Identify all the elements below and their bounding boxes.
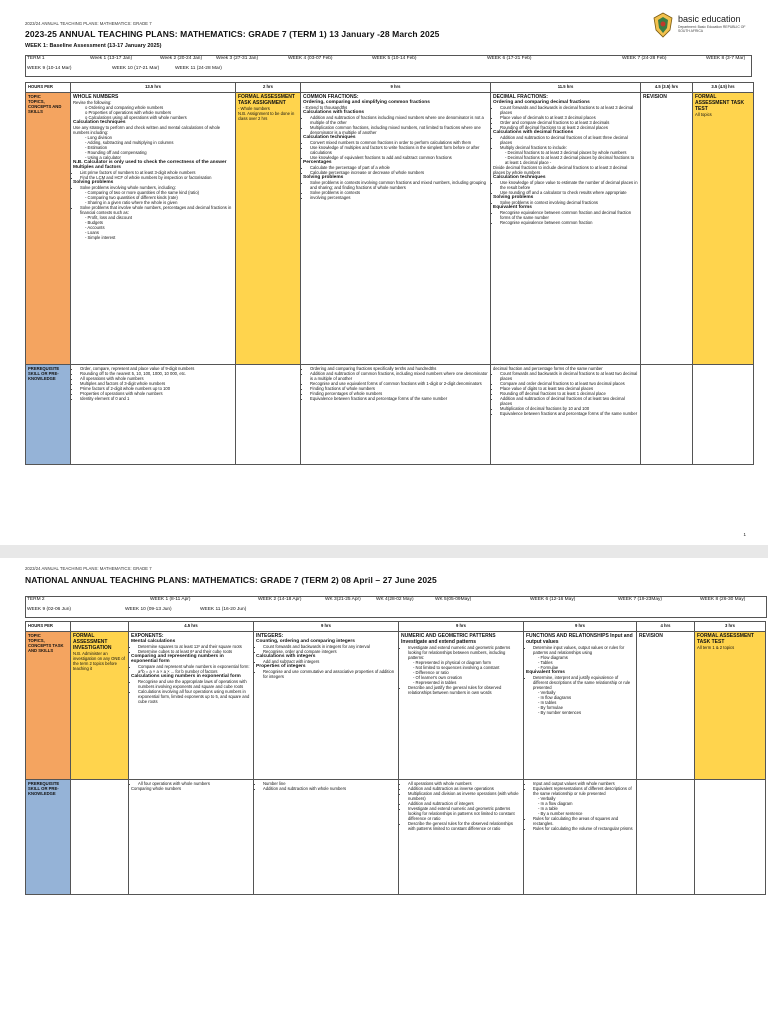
list-item: • Solve problems in contexts involving common fractions and mixed numbers, including grouping and sharing; and finding fractions of whole numbers [310, 180, 488, 190]
topic-title: EXPONENTS: [131, 633, 164, 639]
list-item: • Count forwards and backwards in decimal fractions to at least two decimal places [500, 371, 638, 381]
assignment-prereq [236, 365, 301, 465]
list-item: • Determine input values, output values or rules for patterns and relationships using [533, 645, 634, 655]
text-line: - Decimal fractions to at least 2 decimal places by decimal fractions to at least 1 decimal place - [505, 155, 635, 165]
text-line: - By a number sentence [538, 811, 583, 816]
topic-title: FORMAL ASSESSMENT INVESTIGATION [73, 633, 112, 651]
list-item: • Use rounding off and a calculator to check results where appropriate [500, 190, 638, 195]
list-item: • Recognise and use commutative and associative properties of addition for integers [263, 669, 396, 679]
section-heading: Comparing and representing numbers in exponential form [131, 654, 224, 664]
list-item: • All operations with whole numbers [408, 781, 521, 786]
text-line: - Estimation [85, 145, 108, 150]
list-item: • Addition and subtraction of decimal fractions of at least two decimal places [500, 396, 638, 406]
hours-cell: 9 hrs [399, 622, 524, 632]
week-label: WEEK 11 (24-28 Mar) [175, 66, 222, 71]
section-heading: Calculation techniques [493, 175, 546, 180]
hours-cell [71, 622, 129, 632]
test-cell [695, 632, 766, 780]
list-item: • Investigate and extend numeric and geometric patterns looking for relationships in patterns not limited to constant difference or ratio [408, 806, 521, 821]
section-heading: Calculations using numbers in exponential form [131, 674, 241, 679]
term-label: TERM 1 [27, 56, 45, 61]
section-heading: Multiples and factors [73, 165, 121, 170]
week-label: Week 2 (20-24 Jan) [160, 56, 203, 61]
text-line: - Extend to thousandths [303, 105, 348, 110]
list-item: • Order and compare decimal fractions to at least 3 decimals [500, 120, 638, 125]
text-line: - Decimal fractions to at least 3 decimal places by whole numbers [505, 150, 627, 155]
text-line: - Verbally [538, 690, 556, 695]
text-line: - By formulae [538, 705, 563, 710]
decimal-fractions-cell [491, 93, 641, 365]
text-line: - Of learner's own creation [413, 675, 462, 680]
list-item: • Input and output values with whole numbers [533, 781, 634, 786]
text-line: All topics [695, 112, 712, 117]
list-item: • Use knowledge of place value to estimate the number of decimal places in the result before [500, 180, 638, 190]
list-item: • Equivalence between fractions and percentage forms of the same number [500, 411, 638, 416]
text-line: N.B. Administer an investigation on any ONE of the term 2 topics before teaching it [73, 651, 125, 671]
section-heading: Properties of integers [256, 664, 306, 669]
list-item: • Rounding off decimal fractions to at least 2 decimal places [500, 125, 638, 130]
list-item: • Multiplication and division as inverse operations (with whole numbers) [408, 791, 521, 801]
list-item: • Determine cubes to at least 6³ and their cube roots [138, 649, 251, 654]
section-heading: Ordering and comparing decimal fractions [493, 100, 590, 105]
week-label: WEEK 11 (16-20 Jun) [200, 607, 247, 612]
functions-prereq [524, 780, 637, 895]
list-item: • Add and subtract with integers [263, 659, 396, 664]
text-line: - Represented in tables [413, 680, 457, 685]
integers-prereq [254, 780, 399, 895]
list-item: • Use knowledge of equivalent fractions to add and subtract common fractions [310, 155, 488, 160]
text-line: - Tables [538, 660, 553, 665]
list-item: • involving percentages [310, 195, 488, 200]
page-2 [0, 558, 768, 1024]
page-number: 1 [743, 532, 746, 537]
hours-cell: 9 hrs [301, 83, 491, 93]
list-item: • Rounding off decimal fractions to at least 1 decimal place [500, 391, 638, 396]
list-item: • Solve problems involving whole numbers, including: [80, 185, 233, 190]
section-heading: Solving problems [303, 175, 344, 180]
topic-title: REVISION [639, 633, 663, 639]
fractions-prereq [301, 365, 491, 465]
week-label: WEEK 10 (17-21 Mar) [112, 66, 160, 71]
section-heading: Calculation techniques [303, 135, 356, 140]
text-line: - By number sentences [538, 710, 582, 715]
topics-label-cell [26, 632, 71, 780]
list-item: • Describe and justify the general rules for observed relationships between numbers in own words [408, 685, 521, 695]
list-item: • Equivalence between fractions and percentage forms of the same number [310, 396, 488, 401]
common-fractions-cell [301, 93, 491, 365]
week-label: Week 1 (13-17 Jan) [90, 56, 133, 61]
list-item: • Multiplication common fractions, including mixed numbers, not limited to fractions where one denominator is a multiple of another [310, 125, 488, 135]
section-heading: Solving problems [73, 180, 114, 185]
text-line: N.B. Assignment to be done in class over 2 hrs [238, 111, 295, 121]
section-heading: Mental calculations [131, 639, 176, 644]
list-item: • Multiples and factors of 3-digit whole numbers [80, 381, 233, 386]
text-line: - Formulae [538, 665, 559, 670]
hours-row [26, 622, 766, 632]
exponents-prereq [129, 780, 254, 895]
hours-cell: 3.5 (4.5) hrs [693, 83, 754, 93]
coat-of-arms-icon [652, 12, 674, 38]
list-item: • Multiply decimal fractions to include: [500, 145, 638, 150]
prereq-row [26, 780, 766, 895]
text-line: - Comparing of two or more quantities of the same kind (ratio) [85, 190, 200, 195]
note: N.B. Calculator is only used to check the correctness of the answer [73, 160, 227, 165]
text-line: o Properties of operations with whole numbers [85, 110, 172, 115]
list-item: • Compare and order decimal fractions to at least two decimal places [500, 381, 638, 386]
topic-title: INTEGERS: [256, 633, 284, 639]
text-line: - Difference or ratio [413, 670, 449, 675]
text-line: - Long division [85, 135, 113, 140]
running-header: 2023/24 ANNUAL TEACHING PLANS: MATHEMATICS: GRADE 7 [25, 21, 152, 26]
topics-label: TOPICS, CONCEPTS TASK AND SKILLS [28, 638, 64, 653]
logo-subtext: Department: Basic Education REPUBLIC OF SOUTH AFRICA [678, 25, 746, 33]
decimals-prereq [491, 365, 641, 465]
text-line: Comparing whole numbers [131, 786, 182, 791]
week-label: WEEK 2 (14-18 Apr) [258, 597, 302, 602]
term2-plan-table [25, 621, 766, 895]
prereq-row [26, 365, 754, 465]
topics-row [26, 632, 766, 780]
topic-title: REVISION [643, 94, 667, 100]
text-line: o Ordering and comparing whole numbers [85, 105, 164, 110]
list-item: • Addition and subtraction of common fractions, including mixed numbers where one denominator is a multiple of another [310, 371, 488, 381]
list-item: • Count forwards and backwards in decimal fractions to at least 3 decimal places [500, 105, 638, 115]
section-heading: Ordering, comparing and simplifying common fractions [303, 100, 430, 105]
topic-top-label: TOPIC [28, 633, 41, 638]
section-heading: Counting, ordering and comparing integers [256, 639, 355, 644]
text-line: All term 1 & 2 topics [697, 645, 735, 650]
week-label: WK 5(05-09May) [435, 597, 472, 602]
topic-title: FORMAL ASSESSMENT TASK TEST [695, 94, 745, 112]
text-line: - Accounts [85, 225, 105, 230]
topic-title: FORMAL ASSESSMENT TASK TEST [697, 633, 754, 645]
list-item: • Recognise and use the appropriate laws of operations with numbers involving exponents and square and cube roots [138, 679, 251, 689]
week-label: Week 3 (27-31 Jan) [216, 56, 259, 61]
list-item: • Investigate and extend numeric and geometric patterns looking for relationships between numbers, including patterns: [408, 645, 521, 660]
text-line: Revise the following: [73, 100, 112, 105]
topic-title: NUMERIC AND GEOMETRIC PATTERNS Investigate and extend patterns [401, 633, 496, 645]
text-line: - Rounding off and compensating [85, 150, 147, 155]
topic-top-label: TOPIC [28, 94, 41, 99]
week-label: WEEK 6 (17-21 Feb) [487, 56, 532, 61]
list-item: • Addition and subtraction as inverse operations [408, 786, 521, 791]
text-line: - Comparing two quantities of different kinds (rate) [85, 195, 178, 200]
week-label: WEEK 10 (09-13 Jun) [125, 607, 172, 612]
term-label: TERM 2 [27, 597, 45, 602]
list-item: • Compare and represent whole numbers in exponential form: a^b = a × a × a × ... for b number of factors [138, 664, 251, 674]
list-item: • Finding fractions of whole numbers [310, 386, 488, 391]
text-line: - In a table [538, 806, 558, 811]
term1-plan-table [25, 82, 754, 465]
week-label: WEEK 4 (03-07 Feb) [288, 56, 333, 61]
list-item: • Number line [263, 781, 396, 786]
page-subtitle: WEEK 1: Baseline Assessment (13-17 January 2025) [25, 43, 162, 49]
text-line: - Profit, loss and discount [85, 215, 133, 220]
text-line: - Using a calculator [85, 155, 121, 160]
list-item: • Rules for calculating the areas of squares and rectangles. [533, 816, 634, 826]
text-line: - Not limited to sequences involving a constant [413, 665, 500, 670]
week-label: WEEK 8 (3-7 Mar) [706, 56, 746, 61]
investigation-cell [71, 632, 129, 780]
hours-cell: 2 hrs [236, 83, 301, 93]
topic-title: FUNCTIONS AND RELATIONSHIPS Input and output values [526, 633, 633, 645]
revision-cell [637, 632, 695, 780]
whole-numbers-cell [71, 93, 236, 365]
hours-cell: 4 hrs [637, 622, 695, 632]
text-line: - Represented in physical or diagram form [413, 660, 491, 665]
week-label: WEEK 7 (19-23May) [618, 597, 662, 602]
list-item: • Rounding off to the nearest 5, 10, 100, 1000, 10 000, etc. [80, 371, 233, 376]
section-heading: Solving problems [493, 195, 534, 200]
list-item: • Determine squares to at least 12² and their square roots [138, 644, 251, 649]
list-item: • Place value of decimals to at least 3 decimal places [500, 115, 638, 120]
list-item: • Find the LCM and HCF of whole numbers by inspection or factorisation [80, 175, 233, 180]
list-item: • Recognise equivalence between common fraction and decimal fraction forms of the same number [500, 210, 638, 220]
list-item: • Calculate percentage increase or decrease of whole numbers [310, 170, 488, 175]
list-item: • Calculate the percentage of part of a whole [310, 165, 488, 170]
list-item: • Finding percentages of whole numbers [310, 391, 488, 396]
list-item: • All operations with whole numbers [80, 376, 233, 381]
list-item: • Calculations involving all four operations using numbers in exponential form, limited exponents up to 5, and square and cube roots [138, 689, 251, 704]
hours-cell: 9 hrs [524, 622, 637, 632]
list-item: • Addition and subtraction of integers [408, 801, 521, 806]
text-line: Use any strategy to perform and check written and mental calculations of whole numbers including: [73, 125, 221, 135]
list-item: • Place value of digits to at least two decimal places [500, 386, 638, 391]
text-line: - In a flow diagram [538, 801, 573, 806]
week-label: WK 4(28-02 May) [376, 597, 414, 602]
section-heading: Calculations with fractions [303, 110, 365, 115]
list-item: • Ordering and comparing fractions specifically tenths and hundredths [310, 366, 488, 371]
list-item: • All four operations with whole numbers [138, 781, 251, 786]
text-line: decimal fraction and percentage forms of the same number [493, 366, 603, 371]
page-title: 2023-25 ANNUAL TEACHING PLANS: MATHEMATICS: GRADE 7 (TERM 1) 13 January -28 March 2025 [25, 29, 440, 39]
week-label: WEEK 9 (02-06 Jun) [27, 607, 71, 612]
text-line: - Whole numbers [238, 106, 270, 111]
week-label: WK 3(21-25 Apr) [325, 597, 361, 602]
list-item: • Addition and subtraction to decimal fractions of at least three decimal places [500, 135, 638, 145]
week-label: WEEK 9 (10-14 Mar) [27, 66, 72, 71]
page-title: NATIONAL ANNUAL TEACHING PLANS: MATHEMATICS: GRADE 7 (TERM 2) 08 April – 27 June 2025 [25, 575, 437, 585]
section-heading: Calculations with decimal fractions [493, 130, 574, 135]
list-item: • Recognise and use equivalent forms of common fractions with 1-digit or 2-digit denominators [310, 381, 488, 386]
section-heading: Percentages [303, 160, 332, 165]
text-line: - Sharing in a given ratio where the whole is given [85, 200, 178, 205]
test-prereq [693, 365, 754, 465]
prereq-label: PREREQUISITE SKILL OR PRE-KNOWLEDGE [26, 780, 71, 895]
patterns-prereq [399, 780, 524, 895]
text-line: - Flow diagrams [538, 655, 568, 660]
list-item: • List prime factors of numbers to at least 3-digit whole numbers [80, 170, 233, 175]
list-item: • Properties of operations with whole numbers [80, 391, 233, 396]
list-item: • Convert mixed numbers to common fractions in order to perform calculations with them [310, 140, 488, 145]
running-header: 2023/24 ANNUAL TEACHING PLANS: MATHEMATICS: GRADE 7 [25, 566, 152, 571]
list-item: • Determine, interpret and justify equivalence of different descriptions of the same relationship or rule presented [533, 675, 634, 690]
section-heading: Equivalent forms [493, 205, 532, 210]
revision-cell [641, 93, 693, 365]
hours-row [26, 83, 754, 93]
whole-numbers-prereq [71, 365, 236, 465]
topic-title: WHOLE NUMBERS [73, 94, 119, 100]
integers-cell [254, 632, 399, 780]
section-heading: Calculations with integers [256, 654, 316, 659]
prereq-label: PREREQUISITE SKILL OR PRE-KNOWLEDGE [26, 365, 71, 465]
list-item: • Equivalent representations of different descriptions of the same relationship or rule presented [533, 786, 634, 796]
dbe-logo [652, 12, 752, 40]
list-item: • Prime factors of 2-digit whole numbers up to 100 [80, 386, 233, 391]
test-prereq [695, 780, 766, 895]
topics-label-cell [26, 93, 71, 365]
list-item: • Recognise, order and compare integers [263, 649, 396, 654]
week-label: WEEK 8 (26-30 May) [700, 597, 746, 602]
section-heading: Calculation techniques [73, 120, 126, 125]
text-line: - Loans [85, 230, 99, 235]
text-line: Divide decimal fractions to include decimal fractions to at least 3 decimal places by whole numbers [493, 165, 628, 175]
text-line: - In flow diagrams [538, 695, 572, 700]
assignment-cell [236, 93, 301, 365]
investigation-prereq [71, 780, 129, 895]
section-heading: Equivalent forms [526, 670, 565, 675]
hours-cell: 4.5 (3.5) hrs [641, 83, 693, 93]
list-item: • Addition and subtraction of fractions including mixed numbers where one denominator is not a multiple of the other [310, 115, 488, 125]
hours-cell: 13.5 hrs [71, 83, 236, 93]
hours-label: HOURS PER [26, 83, 71, 93]
topic-title: COMMON FRACTIONS: [303, 94, 359, 100]
text-line: - Adding, subtracting and multiplying in columns [85, 140, 174, 145]
list-item: • Multiplication of decimal fractions by 10 and 100 [500, 406, 638, 411]
text-line: - Simple interest [85, 235, 116, 240]
hours-cell: 3 hrs [695, 622, 766, 632]
functions-cell [524, 632, 637, 780]
list-item: • Solve problems in context involving decimal fractions [500, 200, 638, 205]
list-item: • Identity element of 0 and 1 [80, 396, 233, 401]
list-item: • Use knowledge of multiples and factors to write fractions in the simplest form before or after calculations [310, 145, 488, 155]
topics-row [26, 93, 754, 365]
text-line: - In tables [538, 700, 557, 705]
hours-cell: 11.5 hrs [491, 83, 641, 93]
list-item: • Addition and subtraction with whole numbers [263, 786, 396, 791]
list-item: • Describe the general rules for the observed relationships with patterns limited to constant difference or ratio [408, 821, 521, 831]
topic-title: DECIMAL FRACTIONS: [493, 94, 548, 100]
logo-name: basic education [678, 14, 741, 24]
week-label: WEEK 1 (8-11 Apr) [150, 597, 191, 602]
patterns-cell [399, 632, 524, 780]
revision-prereq [641, 365, 693, 465]
text-line: - Verbally [538, 796, 556, 801]
week-label: WEEK 6 (12-16 May) [530, 597, 576, 602]
test-cell [693, 93, 754, 365]
week-label: WEEK 5 (10-14 Feb) [372, 56, 417, 61]
hours-label: HOURS PER [26, 622, 71, 632]
exponents-cell [129, 632, 254, 780]
topics-label: TOPICS, CONCEPTS AND SKILLS [28, 99, 62, 114]
list-item: • Solve problems in contexts [310, 190, 488, 195]
list-item: • Count forwards and backwards in integers for any interval [263, 644, 396, 649]
hours-cell: 4.5 hrs [129, 622, 254, 632]
week-label: WEEK 7 (24-28 Feb) [622, 56, 667, 61]
hours-cell: 9 hrs [254, 622, 399, 632]
revision-prereq [637, 780, 695, 895]
text-line: o Calculations using all operations with whole numbers [85, 115, 187, 120]
list-item: • Solve problems that involve whole numbers, percentages and decimal fractions in financial contexts such as: [80, 205, 233, 215]
list-item: • Order, compare, represent and place value of 9-digit numbers [80, 366, 233, 371]
list-item: • Recognise equivalence between common fraction [500, 220, 638, 225]
list-item: • Rules for calculating the volume of rectangular prisms [533, 826, 634, 831]
topic-title: FORMAL ASSESSMENT TASK ASSIGNMENT [238, 94, 295, 106]
text-line: - Budgets [85, 220, 103, 225]
